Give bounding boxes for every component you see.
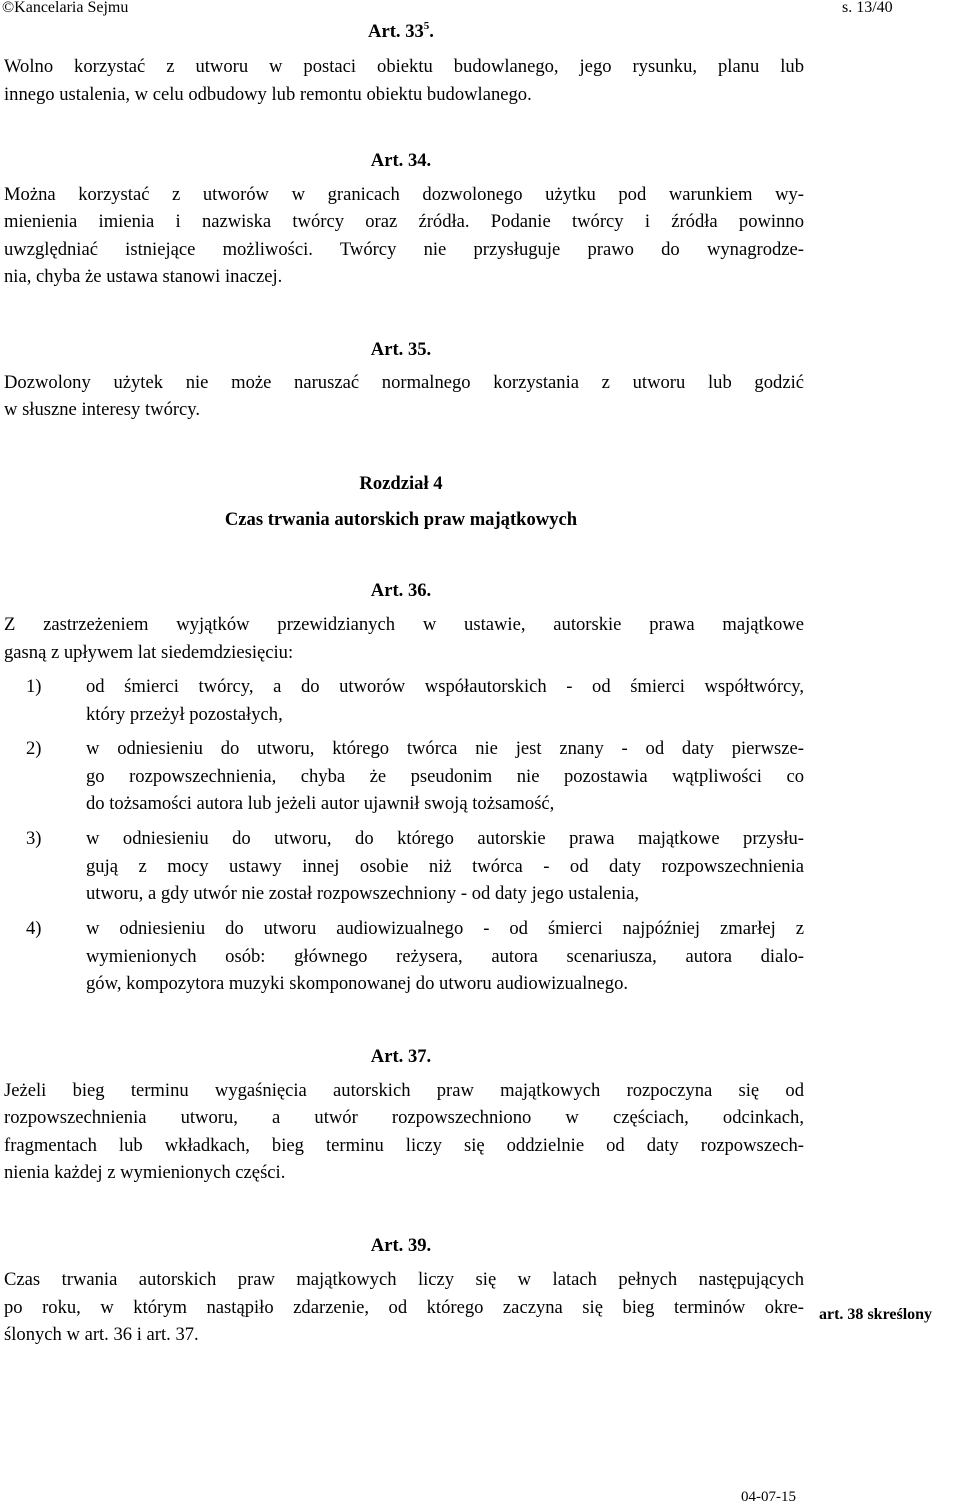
chapter-number: Rozdział 4 <box>359 473 443 494</box>
art-37-heading: Art. 37. <box>370 1046 432 1067</box>
list-item-3-line-1: w odniesieniu do utworu, do którego autorskie prawa majątkowe przysłu- <box>86 828 804 849</box>
art-35-line-2: w słuszne interesy twórcy. <box>4 399 201 420</box>
art-37-line-4: nienia każdej z wymienionych części. <box>4 1162 286 1183</box>
footer-date: 04-07-15 <box>741 1489 796 1505</box>
art-39-heading: Art. 39. <box>370 1235 432 1256</box>
list-item-label: 4) <box>26 918 42 939</box>
list-item-4-line-3: gów, kompozytora muzyki skomponowanej do utworu audiowizualnego. <box>86 973 629 994</box>
chapter-title: Czas trwania autorskich praw majątkowych <box>224 509 578 530</box>
list-item-1-line-2: który przeżył pozostałych, <box>86 704 283 725</box>
header-source: ©Kancelaria Sejmu <box>2 0 129 16</box>
list-item-4-line-2: wymienionych osób: głównego reżysera, autora scenariusza, autora dialo- <box>86 946 804 967</box>
art-39-line-1: Czas trwania autorskich praw majątkowych liczy się w latach pełnych następujących <box>4 1269 804 1290</box>
art-36-intro-line-1: Z zastrzeżeniem wyjątków przewidzianych w ustawie, autorskie prawa majątkowe <box>4 614 804 635</box>
art-37-line-1: Jeżeli bieg terminu wygaśnięcia autorskich praw majątkowych rozpoczyna się od <box>4 1080 804 1101</box>
art-33-5-line-1: Wolno korzystać z utworu w postaci obiektu budowlanego, jego rysunku, planu lub <box>4 56 804 77</box>
margin-note-art-38 <box>819 1306 932 1324</box>
list-item-3-line-3: utworu, a gdy utwór nie został rozpowszechniony - od daty jego ustalenia, <box>86 883 640 904</box>
art-34-line-2: mienienia imienia i nazwiska twórcy oraz źródła. Podanie twórcy i źródła powinno <box>4 211 804 232</box>
art-39-line-2: po roku, w którym nastąpiło zdarzenie, od którego zaczyna się bieg terminów okre- <box>4 1297 804 1318</box>
margin-note-art: art. 38 <box>819 1306 864 1323</box>
list-item-label: 3) <box>26 828 42 849</box>
art-33-5-heading: Art. $33^5$. <box>368 20 434 42</box>
art-33-5-line-2: innego ustalenia, w celu odbudowy lub remontu obiektu budowlanego. <box>4 84 532 105</box>
margin-note-status: skreślony <box>867 1306 933 1323</box>
list-item-2-line-2: go rozpowszechnienia, chyba że pseudonim nie pozostawia wątpliwości co <box>86 766 804 787</box>
list-item-3-line-2: gują z mocy ustawy innej osobie niż twórca - od daty rozpowszechnienia <box>86 856 804 877</box>
art-35-heading: Art. 35. <box>370 339 432 360</box>
list-item-2-line-1: w odniesieniu do utworu, którego twórca nie jest znany - od daty pierwsze- <box>86 738 804 759</box>
page-number: s. 13/40 <box>842 0 893 16</box>
art-34-heading: Art. 34. <box>370 150 432 171</box>
art-34-line-3: uwzględniać istniejące możliwości. Twórcy nie przysługuje prawo do wynagrodze- <box>4 239 804 260</box>
art-37-line-3: fragmentach lub wkładkach, bieg terminu liczy się oddzielnie od daty rozpowszech- <box>4 1135 804 1156</box>
art-34-line-1: Można korzystać z utworów w granicach dozwolonego użytku pod warunkiem wy- <box>4 184 804 205</box>
art-35-line-1: Dozwolony użytek nie może naruszać normalnego korzystania z utworu lub godzić <box>4 372 804 393</box>
art-33-superscript: 5 <box>423 20 430 32</box>
list-item-label: 2) <box>26 738 42 759</box>
art-34-line-4: nia, chyba że ustawa stanowi inaczej. <box>4 266 283 287</box>
art-39-line-3: ślonych w art. 36 i art. 37. <box>4 1324 199 1345</box>
art-37-line-2: rozpowszechnienia utworu, a utwór rozpowszechniono w częściach, odcinkach, <box>4 1107 804 1128</box>
art-36-intro-line-2: gasną z upływem lat siedemdziesięciu: <box>4 642 294 663</box>
list-item-label: 1) <box>26 676 42 697</box>
list-item-4-line-1: w odniesieniu do utworu audiowizualnego - od śmierci najpóźniej zmarłej z <box>86 918 804 939</box>
list-item-2-line-3: do tożsamości autora lub jeżeli autor ujawnił swoją tożsamość, <box>86 793 555 814</box>
list-item-1-line-1: od śmierci twórcy, a do utworów współautorskich - od śmierci współtwórcy, <box>86 676 804 697</box>
art-36-heading: Art. 36. <box>370 580 432 601</box>
